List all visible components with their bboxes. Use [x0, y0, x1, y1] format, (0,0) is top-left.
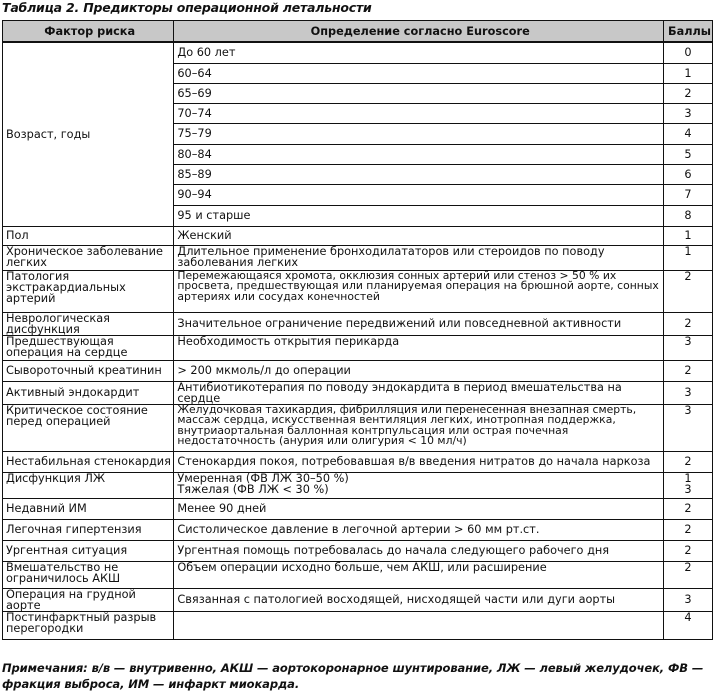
definition-cell: 90–94 [174, 184, 664, 205]
factor-cell: Недавний ИМ [3, 498, 174, 519]
definition-cell: Длительное применение бронходилататоров или стероидов по поводу заболевания легких [174, 245, 664, 270]
table-row [3, 42, 713, 63]
definition-cell: 65–69 [174, 83, 664, 103]
factor-cell: Сывороточный креатинин [3, 360, 174, 381]
definition-cell: 70–74 [174, 103, 664, 123]
table-row [3, 498, 713, 519]
definition-cell: До 60 лет [174, 42, 664, 63]
points-cell: 3 [664, 588, 713, 611]
points-cell: 3 [664, 404, 713, 451]
points-cell: 2 [664, 561, 713, 588]
points-cell: 3 [664, 103, 713, 123]
definition-cell: Желудочковая тахикардия, фибрилляция или перенесенная внезапная смерть, массаж сердца, искусственная вентиляция легких, инотропная поддержка, внутриаортальная баллонная контрпульсация или острая почечная недостаточность (анурия или олигурия < 10 мл/ч) [174, 404, 664, 451]
factor-cell: Постинфарктный разрыв перегородки [3, 611, 174, 639]
definition-cell: Женский [174, 226, 664, 245]
points-cell: 1 [664, 245, 713, 270]
factor-cell: Патология экстракардиальных артерий [3, 270, 174, 312]
points-cell: 4 [664, 123, 713, 144]
table-row [3, 360, 713, 381]
table-row [3, 611, 713, 639]
definition-cell: 75–79 [174, 123, 664, 144]
table-header-row [3, 21, 713, 43]
header-definition: Определение согласно Euroscore [174, 21, 664, 43]
points-cell: 6 [664, 164, 713, 184]
definition-cell: Связанная с патологией восходящей, нисходящей части или дуги аорты [174, 588, 664, 611]
points-cell: 2 [664, 519, 713, 540]
points-cell: 2 [664, 312, 713, 335]
table-row [3, 588, 713, 611]
definition-cell: Систолическое давление в легочной артерии > 60 мм рт.ст. [174, 519, 664, 540]
table-row [3, 472, 713, 498]
factor-cell: Предшествующая операция на сердце [3, 335, 174, 360]
definition-cell: 95 и старше [174, 205, 664, 226]
points-cell: 8 [664, 205, 713, 226]
table-row [3, 312, 713, 335]
factor-cell: Дисфункция ЛЖ [3, 472, 174, 498]
points-cell: 3 [664, 335, 713, 360]
definition-cell: 80–84 [174, 144, 664, 164]
table-row [3, 519, 713, 540]
definition-cell: Объем операции исходно больше, чем АКШ, или расширение [174, 561, 664, 588]
table-row [3, 245, 713, 270]
definition-cell: > 200 мкмоль/л до операции [174, 360, 664, 381]
factor-cell: Хроническое заболевание легких [3, 245, 174, 270]
table-notes [2, 660, 713, 692]
definition-cell: Значительное ограничение передвижений или повседневной активности [174, 312, 664, 335]
table-body [3, 42, 713, 639]
definition-cell: 60–64 [174, 63, 664, 83]
definition-cell: Менее 90 дней [174, 498, 664, 519]
factor-cell: Возраст, годы [3, 42, 174, 226]
notes-label: Примечания: [2, 661, 88, 675]
table-row [3, 226, 713, 245]
table-row [3, 335, 713, 360]
table-row [3, 561, 713, 588]
table-row [3, 381, 713, 404]
definition-cell: Умеренная (ФВ ЛЖ 30–50 %) Тяжелая (ФВ ЛЖ < 30 %) [174, 472, 664, 498]
factor-cell: Нестабильная стенокардия [3, 451, 174, 472]
risk-predictors-table [2, 20, 713, 640]
factor-cell: Ургентная ситуация [3, 540, 174, 561]
definition-cell: 85–89 [174, 164, 664, 184]
points-cell: 7 [664, 184, 713, 205]
points-cell: 3 [664, 381, 713, 404]
table-row [3, 451, 713, 472]
header-points: Баллы [664, 21, 713, 43]
points-cell: 2 [664, 498, 713, 519]
factor-cell: Операция на грудной аорте [3, 588, 174, 611]
table-caption: Таблица 2. Предикторы операционной летальности [2, 0, 372, 15]
points-cell: 2 [664, 540, 713, 561]
points-cell: 1 [664, 63, 713, 83]
points-cell: 5 [664, 144, 713, 164]
factor-cell: Пол [3, 226, 174, 245]
definition-cell: Перемежающаяся хромота, окклюзия сонных артерий или стеноз > 50 % их просвета, предшествующая или планируемая операция на брюшной аорте, сонных артериях или сосудах конечностей [174, 270, 664, 312]
definition-cell: Ургентная помощь потребовалась до начала следующего рабочего дня [174, 540, 664, 561]
factor-cell: Критическое состояние перед операцией [3, 404, 174, 451]
points-cell: 0 [664, 42, 713, 63]
table-row [3, 540, 713, 561]
points-cell: 4 [664, 611, 713, 639]
table-row [3, 270, 713, 312]
notes-text: в/в — внутривенно, АКШ — аортокоронарное шунтирование, ЛЖ — левый желудочек, ФВ — фракция выброса, ИМ — инфаркт миокарда. [2, 661, 704, 691]
factor-cell: Легочная гипертензия [3, 519, 174, 540]
definition-cell [174, 611, 664, 639]
points-cell: 2 [664, 83, 713, 103]
points-cell: 2 [664, 360, 713, 381]
factor-cell: Вмешательство не ограничилось АКШ [3, 561, 174, 588]
table-row [3, 404, 713, 451]
definition-cell: Необходимость открытия перикарда [174, 335, 664, 360]
points-cell: 1 [664, 226, 713, 245]
points-cell: 2 [664, 270, 713, 312]
definition-cell: Антибиотикотерапия по поводу эндокардита в период вмешательства на сердце [174, 381, 664, 404]
points-cell: 2 [664, 451, 713, 472]
points-cell: 1 3 [664, 472, 713, 498]
factor-cell: Активный эндокардит [3, 381, 174, 404]
header-factor: Фактор риска [3, 21, 174, 43]
factor-cell: Неврологическая дисфункция [3, 312, 174, 335]
definition-cell: Стенокардия покоя, потребовавшая в/в введения нитратов до начала наркоза [174, 451, 664, 472]
